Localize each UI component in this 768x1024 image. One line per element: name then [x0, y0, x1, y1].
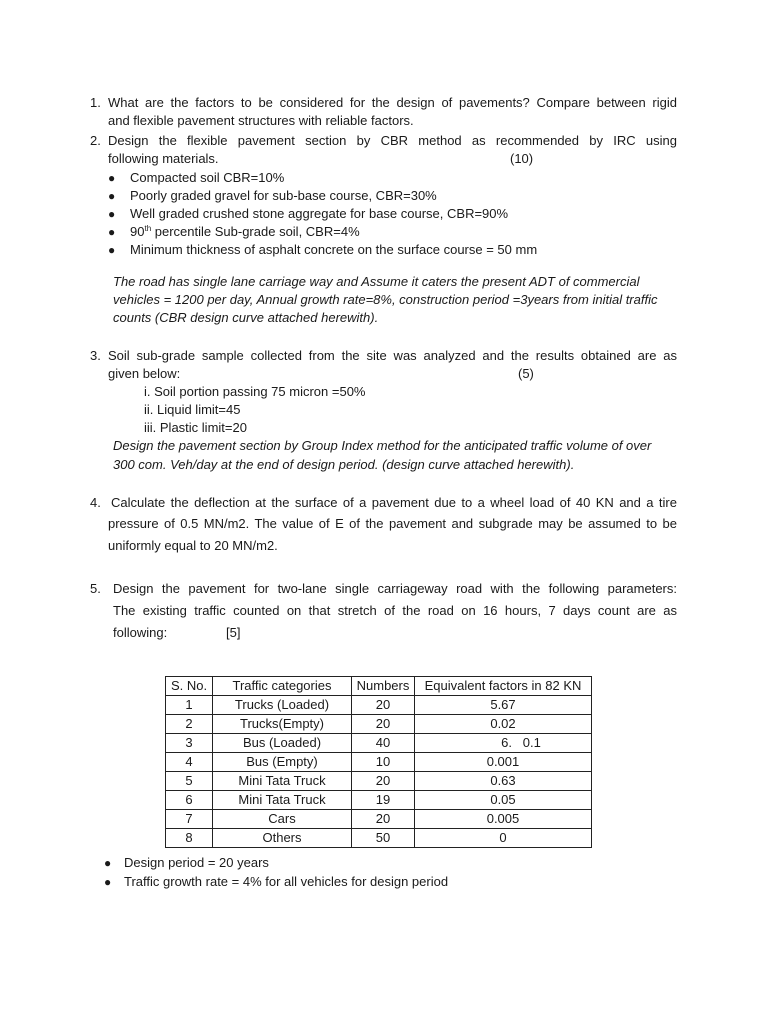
q5-bullet-1: Design period = 20 years	[124, 855, 269, 870]
header-factors: Equivalent factors in 82 KN	[415, 677, 592, 696]
q2-italic-3: counts (CBR design curve attached herewith).	[113, 310, 379, 325]
cell-category: Bus (Loaded)	[213, 734, 352, 753]
bullet-icon: ●	[108, 189, 116, 203]
bullet-icon: ●	[104, 875, 112, 889]
table-header-row	[166, 677, 592, 696]
q3-italic-2: 300 com. Veh/day at the end of design period. (design curve attached herewith).	[113, 457, 575, 472]
cell-category: Trucks (Loaded)	[213, 696, 352, 715]
cell-sno: 3	[166, 734, 213, 753]
cell-number: 20	[352, 715, 415, 734]
table-row	[166, 734, 592, 753]
cell-sno: 7	[166, 810, 213, 829]
q5-line2: The existing traffic counted on that stretch of the road on 16 hours, 7 days count are as	[113, 603, 677, 618]
q2-bullet-4-text: percentile Sub-grade soil, CBR=4%	[154, 224, 360, 239]
cell-category: Cars	[213, 810, 352, 829]
q3-marks: (5)	[518, 366, 534, 381]
header-sno: S. No.	[166, 677, 213, 696]
q2-line1: Design the flexible pavement section by CBR method as recommended by IRC using	[108, 133, 677, 148]
cell-number: 20	[352, 772, 415, 791]
q4-line2: pressure of 0.5 MN/m2. The value of E of the pavement and subgrade may be assumed to be	[108, 516, 677, 531]
cell-category: Mini Tata Truck	[213, 791, 352, 810]
q4-line1: Calculate the deflection at the surface of a pavement due to a wheel load of 40 KN and a tire	[111, 495, 677, 510]
cell-factor: 0.02	[415, 715, 592, 734]
q2-italic-1: The road has single lane carriage way and Assume it caters the present ADT of commercial	[113, 274, 640, 289]
q4-number: 4.	[90, 495, 101, 510]
q2-italic-2: vehicles = 1200 per day, Annual growth rate=8%, construction period =3years from initial traffic	[113, 292, 658, 307]
q2-bullet-4-sup: th	[144, 224, 152, 233]
q3-item-1: i. Soil portion passing 75 micron =50%	[144, 384, 366, 399]
q2-number: 2.	[90, 133, 101, 148]
q1-line1: What are the factors to be considered for the design of pavements? Compare between rigid	[108, 95, 677, 110]
bullet-icon: ●	[104, 856, 112, 870]
cell-category: Others	[213, 829, 352, 848]
cell-category: Trucks(Empty)	[213, 715, 352, 734]
q3-italic-1: Design the pavement section by Group Index method for the anticipated traffic volume of over	[113, 438, 652, 453]
bullet-icon: ●	[108, 207, 116, 221]
cell-sno: 6	[166, 791, 213, 810]
q1-number: 1.	[90, 95, 101, 110]
q3-line1: Soil sub-grade sample collected from the site was analyzed and the results obtained are as	[108, 348, 677, 363]
q3-line2: given below:	[108, 366, 181, 381]
q3-number: 3.	[90, 348, 101, 363]
table-row	[166, 810, 592, 829]
q2-marks: (10)	[510, 151, 534, 166]
cell-category: Mini Tata Truck	[213, 772, 352, 791]
cell-sno: 4	[166, 753, 213, 772]
cell-factor: 0.63	[415, 772, 592, 791]
q2-bullet-4-prefix: 90	[130, 224, 145, 239]
header-categories: Traffic categories	[213, 677, 352, 696]
bullet-icon: ●	[108, 171, 116, 185]
q2-bullet-4	[130, 224, 360, 240]
cell-sno: 8	[166, 829, 213, 848]
q5-line1: Design the pavement for two-lane single carriageway road with the following parameters:	[113, 581, 677, 596]
table-row	[166, 829, 592, 848]
cell-factor: 6. 0.1	[415, 734, 592, 753]
table-row	[166, 791, 592, 810]
cell-number: 10	[352, 753, 415, 772]
cell-factor: 0.005	[415, 810, 592, 829]
cell-factor: 5.67	[415, 696, 592, 715]
cell-sno: 5	[166, 772, 213, 791]
bullet-icon: ●	[108, 225, 116, 239]
q2-bullet-3: Well graded crushed stone aggregate for base course, CBR=90%	[130, 206, 509, 221]
q1-line2: and flexible pavement structures with reliable factors.	[108, 113, 414, 128]
table-row	[166, 772, 592, 791]
cell-sno: 1	[166, 696, 213, 715]
header-numbers: Numbers	[352, 677, 415, 696]
cell-factor: 0.001	[415, 753, 592, 772]
q5-number: 5.	[90, 581, 101, 596]
q4-line3: uniformly equal to 20 MN/m2.	[108, 538, 278, 553]
cell-number: 20	[352, 696, 415, 715]
q3-item-3: iii. Plastic limit=20	[144, 420, 247, 435]
cell-number: 20	[352, 810, 415, 829]
q5-marks: [5]	[226, 625, 241, 640]
q5-bullet-2: Traffic growth rate = 4% for all vehicles for design period	[124, 874, 449, 889]
q2-line2: following materials.	[108, 151, 219, 166]
q3-item-2: ii. Liquid limit=45	[144, 402, 241, 417]
q5-line3: following:	[113, 625, 168, 640]
q2-bullet-1: Compacted soil CBR=10%	[130, 170, 285, 185]
cell-number: 40	[352, 734, 415, 753]
cell-category: Bus (Empty)	[213, 753, 352, 772]
table-row	[166, 696, 592, 715]
cell-factor: 0	[415, 829, 592, 848]
table-row	[166, 715, 592, 734]
q2-bullet-2: Poorly graded gravel for sub-base course, CBR=30%	[130, 188, 437, 203]
cell-number: 50	[352, 829, 415, 848]
traffic-table	[165, 676, 592, 848]
cell-factor: 0.05	[415, 791, 592, 810]
cell-number: 19	[352, 791, 415, 810]
bullet-icon: ●	[108, 243, 116, 257]
q2-bullet-5: Minimum thickness of asphalt concrete on the surface course = 50 mm	[130, 242, 538, 257]
cell-sno: 2	[166, 715, 213, 734]
table-row	[166, 753, 592, 772]
